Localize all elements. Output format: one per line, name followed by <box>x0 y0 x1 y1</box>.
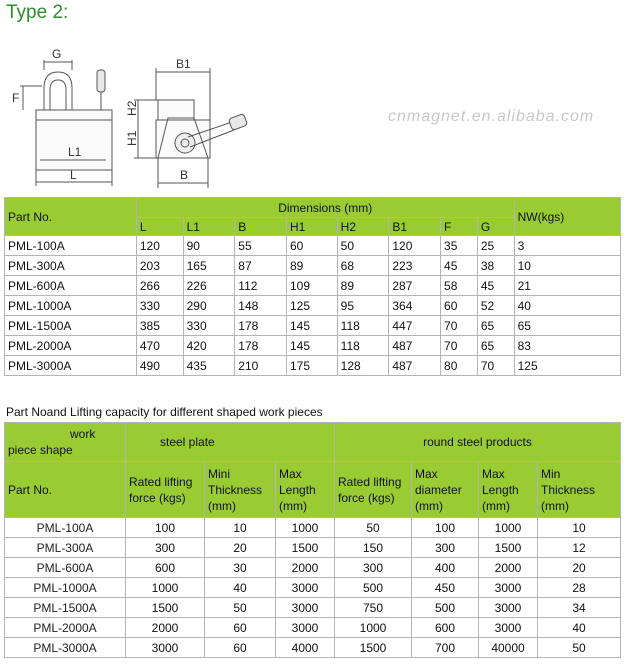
cell: 95 <box>337 296 389 316</box>
table-row <box>5 276 621 296</box>
table-row <box>5 558 621 578</box>
cell: 80 <box>441 356 478 376</box>
table-row <box>5 598 621 618</box>
cell: 1500 <box>276 538 335 558</box>
cell: 450 <box>412 578 479 598</box>
cell: 1000 <box>126 578 205 598</box>
part-cell: PML-600A <box>5 276 137 296</box>
nw-cell: 83 <box>514 336 620 356</box>
work-label: work <box>70 427 96 441</box>
cell: 600 <box>412 618 479 638</box>
cell: 1500 <box>335 638 412 658</box>
header-line: Rated lifting <box>338 474 402 489</box>
cell: 20 <box>205 538 276 558</box>
part-cell: PML-100A <box>5 236 137 256</box>
cell: 210 <box>235 356 287 376</box>
cell: 60 <box>286 236 337 256</box>
cell: 60 <box>205 618 276 638</box>
part-cell: PML-300A <box>5 256 137 276</box>
cell: 3000 <box>479 618 538 638</box>
header-line: Rated lifting <box>129 474 193 489</box>
sp-mini-header <box>205 462 276 518</box>
dim-label-b1: B1 <box>176 57 191 71</box>
page-title: Type 2: <box>6 2 69 23</box>
cell: 266 <box>136 276 183 296</box>
part-cell: PML-600A <box>5 558 126 578</box>
cell: 50 <box>335 518 412 538</box>
cell: 70 <box>477 356 514 376</box>
table-row <box>5 296 621 316</box>
nw-header: NW(kgs) <box>514 198 620 236</box>
header-line: (mm) <box>541 498 569 513</box>
cell: 65 <box>477 316 514 336</box>
part-no-header: Part No. <box>5 462 126 518</box>
cell: 50 <box>538 638 621 658</box>
cell: 148 <box>235 296 287 316</box>
cell: 68 <box>337 256 389 276</box>
col-header: H2 <box>337 218 389 236</box>
cell: 750 <box>335 598 412 618</box>
part-cell: PML-1000A <box>5 296 137 316</box>
cell: 4000 <box>276 638 335 658</box>
cell: 175 <box>286 356 337 376</box>
cell: 40 <box>538 618 621 638</box>
col-header: H1 <box>286 218 337 236</box>
header-line: (mm) <box>279 498 307 513</box>
cell: 1500 <box>479 538 538 558</box>
cell: 10 <box>205 518 276 538</box>
col-header: B <box>235 218 287 236</box>
cell: 52 <box>477 296 514 316</box>
header-line: force (kgs) <box>338 490 395 505</box>
piece-shape-label: piece shape <box>8 443 73 457</box>
table-row <box>5 236 621 256</box>
part-cell: PML-1500A <box>5 598 126 618</box>
cell: 3000 <box>276 578 335 598</box>
cell: 89 <box>286 256 337 276</box>
cell: 2000 <box>479 558 538 578</box>
cell: 435 <box>183 356 235 376</box>
cell: 25 <box>477 236 514 256</box>
dim-label-f: F <box>12 91 20 105</box>
table-header-row <box>5 198 621 218</box>
cell: 89 <box>337 276 389 296</box>
cell: 100 <box>126 518 205 538</box>
cell: 490 <box>136 356 183 376</box>
cell: 40 <box>205 578 276 598</box>
sp-rated-header <box>126 462 205 518</box>
dim-label-g: G <box>52 47 62 61</box>
part-no-header: Part No. <box>5 198 137 236</box>
table-row <box>5 618 621 638</box>
section-caption: Part Noand Lifting capacity for different shaped work pieces <box>6 405 323 419</box>
cell: 145 <box>286 316 337 336</box>
cell: 3000 <box>276 618 335 638</box>
table-row <box>5 256 621 276</box>
rs-rated-header <box>335 462 412 518</box>
header-line: Length <box>279 482 316 497</box>
col-header: L1 <box>183 218 235 236</box>
cell: 40000 <box>479 638 538 658</box>
nw-cell: 40 <box>514 296 620 316</box>
header-line: force (kgs) <box>129 490 186 505</box>
cell: 60 <box>441 296 478 316</box>
cell: 290 <box>183 296 235 316</box>
cell: 100 <box>412 518 479 538</box>
cell: 1500 <box>126 598 205 618</box>
cell: 420 <box>183 336 235 356</box>
cell: 58 <box>441 276 478 296</box>
header-line: Min <box>541 466 561 481</box>
lifting-capacity-table <box>4 422 621 658</box>
part-cell: PML-100A <box>5 518 126 538</box>
work-piece-shape-header <box>5 423 126 462</box>
sp-maxlen-header <box>276 462 335 518</box>
nw-cell: 125 <box>514 356 620 376</box>
cell: 3000 <box>126 638 205 658</box>
rs-min-header <box>538 462 621 518</box>
header-line: Max <box>279 466 302 481</box>
cell: 1000 <box>479 518 538 538</box>
part-cell: PML-300A <box>5 538 126 558</box>
cell: 487 <box>389 336 441 356</box>
cell: 70 <box>441 316 478 336</box>
col-header: B1 <box>389 218 441 236</box>
cell: 447 <box>389 316 441 336</box>
cell: 30 <box>205 558 276 578</box>
part-cell: PML-3000A <box>5 356 137 376</box>
header-line: diameter <box>415 482 462 497</box>
cell: 300 <box>126 538 205 558</box>
cell: 364 <box>389 296 441 316</box>
dim-label-l: L <box>70 168 77 182</box>
nw-cell: 10 <box>514 256 620 276</box>
cell: 178 <box>235 336 287 356</box>
cell: 300 <box>412 538 479 558</box>
header-line: Max <box>482 466 505 481</box>
cell: 120 <box>389 236 441 256</box>
cell: 3000 <box>479 598 538 618</box>
cell: 487 <box>389 356 441 376</box>
col-header: G <box>477 218 514 236</box>
cell: 2000 <box>276 558 335 578</box>
cell: 55 <box>235 236 287 256</box>
header-line: Thickness <box>208 482 263 497</box>
cell: 125 <box>286 296 337 316</box>
cell: 2000 <box>126 618 205 638</box>
header-line: (mm) <box>482 498 510 513</box>
cell: 385 <box>136 316 183 336</box>
cell: 3000 <box>479 578 538 598</box>
header-line: Thickness <box>541 482 596 497</box>
dim-label-h2: H2 <box>125 100 139 116</box>
table-header-row <box>5 423 621 462</box>
table-row <box>5 336 621 356</box>
cell: 87 <box>235 256 287 276</box>
cell: 118 <box>337 316 389 336</box>
cell: 45 <box>477 276 514 296</box>
rs-maxlen-header <box>479 462 538 518</box>
cell: 28 <box>538 578 621 598</box>
cell: 600 <box>126 558 205 578</box>
nw-cell: 3 <box>514 236 620 256</box>
cell: 35 <box>441 236 478 256</box>
cell: 500 <box>335 578 412 598</box>
part-cell: PML-2000A <box>5 618 126 638</box>
cell: 470 <box>136 336 183 356</box>
part-cell: PML-3000A <box>5 638 126 658</box>
table-subheader-row <box>5 462 621 518</box>
nw-cell: 21 <box>514 276 620 296</box>
dim-label-h1: H1 <box>125 130 139 146</box>
cell: 3000 <box>276 598 335 618</box>
table-row <box>5 578 621 598</box>
table-row <box>5 638 621 658</box>
cell: 223 <box>389 256 441 276</box>
col-header: L <box>136 218 183 236</box>
dim-label-l1: L1 <box>68 145 82 159</box>
cell: 90 <box>183 236 235 256</box>
cell: 287 <box>389 276 441 296</box>
cell: 109 <box>286 276 337 296</box>
cell: 150 <box>335 538 412 558</box>
header-line: Mini <box>208 466 231 481</box>
col-header: F <box>441 218 478 236</box>
rs-maxdia-header <box>412 462 479 518</box>
cell: 226 <box>183 276 235 296</box>
table-row <box>5 356 621 376</box>
dimensions-header: Dimensions (mm) <box>136 198 514 218</box>
cell: 400 <box>412 558 479 578</box>
part-cell: PML-2000A <box>5 336 137 356</box>
cell: 145 <box>286 336 337 356</box>
cell: 20 <box>538 558 621 578</box>
watermark: cnmagnet.en.alibaba.com <box>388 108 595 125</box>
cell: 500 <box>412 598 479 618</box>
cell: 45 <box>441 256 478 276</box>
steel-plate-header: steel plate <box>126 423 335 462</box>
cell: 65 <box>477 336 514 356</box>
dimensions-table <box>4 197 621 376</box>
round-steel-header: round steel products <box>335 423 621 462</box>
table-row <box>5 518 621 538</box>
nw-cell: 65 <box>514 316 620 336</box>
cell: 1000 <box>335 618 412 638</box>
cell: 165 <box>183 256 235 276</box>
cell: 10 <box>538 518 621 538</box>
cell: 60 <box>205 638 276 658</box>
cell: 178 <box>235 316 287 336</box>
cell: 203 <box>136 256 183 276</box>
cell: 112 <box>235 276 287 296</box>
cell: 38 <box>477 256 514 276</box>
cell: 12 <box>538 538 621 558</box>
header-line: Length <box>482 482 519 497</box>
cell: 70 <box>441 336 478 356</box>
cell: 330 <box>183 316 235 336</box>
cell: 50 <box>337 236 389 256</box>
table-row <box>5 316 621 336</box>
part-cell: PML-1500A <box>5 316 137 336</box>
cell: 300 <box>335 558 412 578</box>
cell: 700 <box>412 638 479 658</box>
cell: 128 <box>337 356 389 376</box>
cell: 50 <box>205 598 276 618</box>
cell: 1000 <box>276 518 335 538</box>
dim-label-b: B <box>180 168 189 182</box>
header-line: (mm) <box>208 498 236 513</box>
cell: 330 <box>136 296 183 316</box>
part-cell: PML-1000A <box>5 578 126 598</box>
header-line: (mm) <box>415 498 443 513</box>
header-line: Max <box>415 466 438 481</box>
cell: 118 <box>337 336 389 356</box>
table-row <box>5 538 621 558</box>
cell: 120 <box>136 236 183 256</box>
cell: 34 <box>538 598 621 618</box>
